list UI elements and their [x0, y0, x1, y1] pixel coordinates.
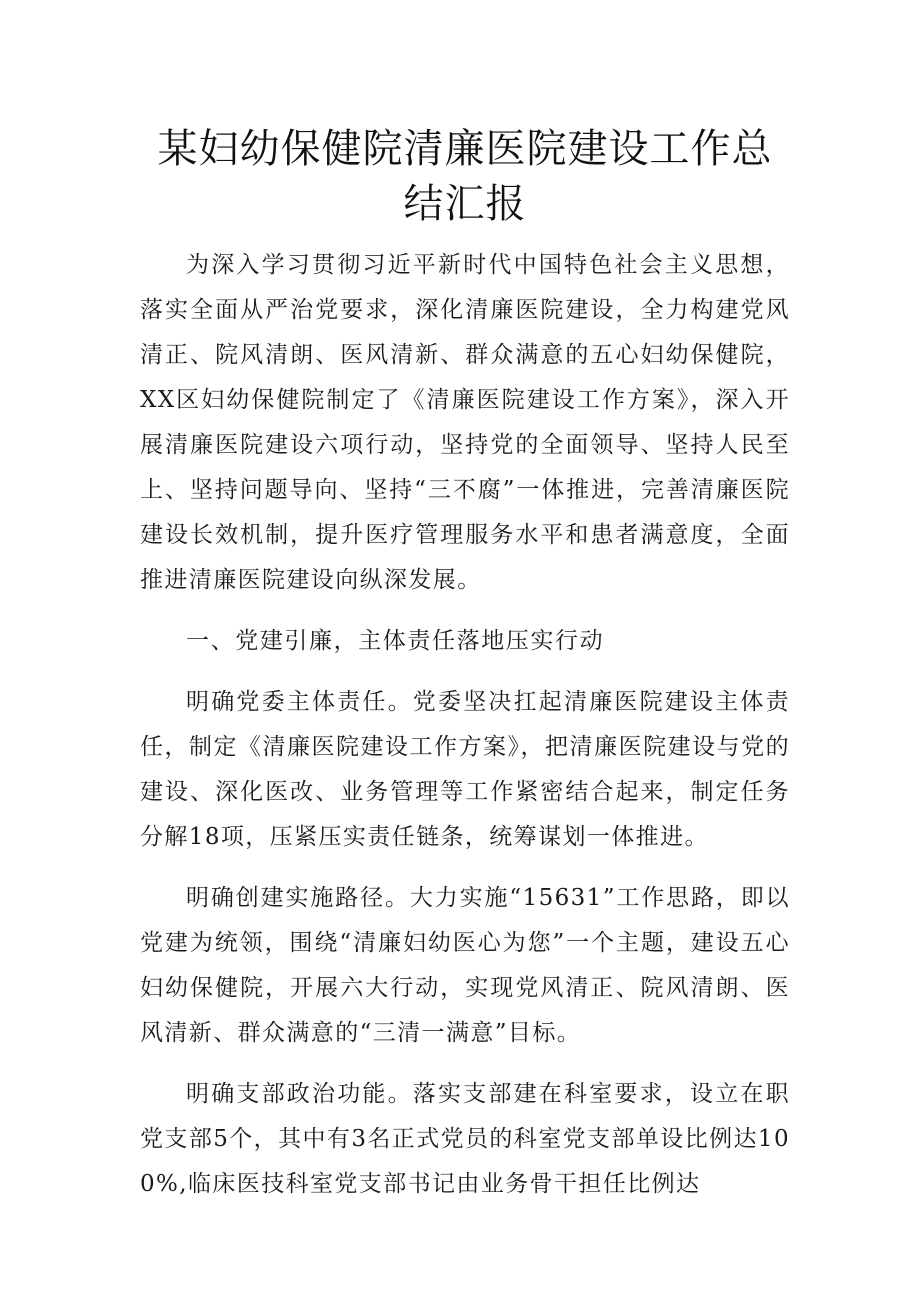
paragraph-implementation-path: 明确创建实施路径。大力实施“15631”工作思路，即以党建为统领，围绕“清廉妇幼医心为您”一个主题，建设五心妇幼保健院，开展六大行动，实现党风清正、院风清朗、医风清新、群众满意的“三清一满意”目标。 — [140, 885, 790, 1046]
intro-paragraph: 为深入学习贯彻习近平新时代中国特色社会主义思想，落实全面从严治党要求，深化清廉医院建设，全力构建党风清正、院风清朗、医风清新、群众满意的五心妇幼保健院，XX区妇幼保健院制定了《清廉医院建设工作方案》，深入开展清廉医院建设六项行动，坚持党的全面领导、坚持人民至上、坚持问题导向、坚持“三不腐”一体推进，完善清廉医院建设长效机制，提升医疗管理服务水平和患者满意度，全面推进清廉医院建设向纵深发展。 — [140, 252, 790, 593]
paragraph-branch-political-function: 明确支部政治功能。落实支部建在科室要求，设立在职党支部5个，其中有3名正式党员的科室党支部单设比例达100%,临床医技科室党支部书记由业务骨干担任比例达 — [140, 1081, 790, 1197]
section-heading-1: 一、党建引廉，主体责任落地压实行动 — [186, 628, 605, 654]
paragraph-party-committee-responsibility: 明确党委主体责任。党委坚决扛起清廉医院建设主体责任，制定《清廉医院建设工作方案》，把清廉医院建设与党的建设、深化医改、业务管理等工作紧密结合起来，制定任务分解18项，压紧压实责任链条，统筹谋划一体推进。 — [140, 689, 790, 850]
document-body — [140, 243, 790, 1207]
document-title: 某妇幼保健院清廉医院建设工作总结汇报 — [157, 126, 773, 227]
